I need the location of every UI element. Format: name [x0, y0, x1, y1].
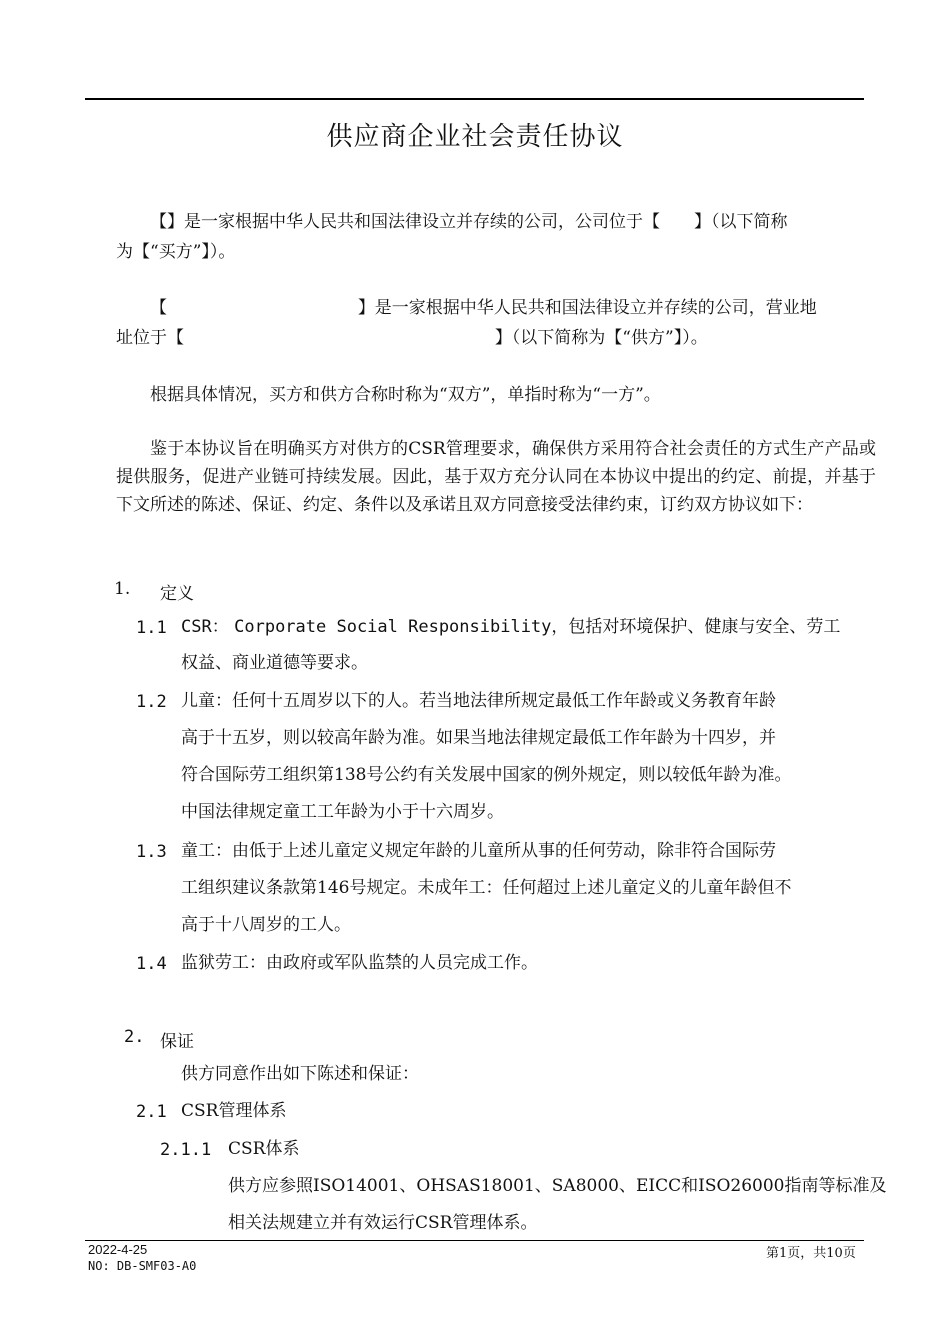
sub-2-1-1-number: 2.1.1 — [160, 1140, 212, 1160]
item-1-2-line-1: 儿童：任何十五周岁以下的人。若当地法律所规定最低工作年龄或义务教育年龄 — [181, 691, 776, 711]
item-1-1-line — [181, 609, 871, 645]
item-1-3-line-2: 工组织建议条款第146号规定。未成年工：任何超过上述儿童定义的儿童年龄但不 — [181, 878, 792, 898]
buyer-line-2: 为【“买方”】）。 — [116, 242, 236, 262]
item-1-2-number: 1.2 — [136, 692, 167, 712]
buyer-line-1: 【】是一家根据中华人民共和国法律设立并存续的公司，公司位于【 】（以下简称 — [150, 212, 788, 232]
item-1-2-line-2: 高于十五岁，则以较高年龄为准。如果当地法律规定最低工作年龄为十四岁，并 — [181, 728, 776, 748]
supplier-address-label: 址位于【 — [116, 328, 184, 348]
buyer-paragraph-cont — [116, 237, 876, 267]
item-1-1-label: CSR： — [181, 617, 229, 637]
item-1-2-line-4: 中国法律规定童工工年龄为小于十六周岁。 — [181, 802, 504, 822]
supplier-bracket-open: 【 — [150, 298, 167, 318]
item-1-1-number: 1.1 — [136, 618, 167, 638]
parties-paragraph: 根据具体情况，买方和供方合称时称为“双方”，单指时称为“一方”。 — [150, 385, 661, 405]
sub-2-1-1-line-2: 相关法规建立并有效运行CSR管理体系。 — [228, 1213, 538, 1233]
item-1-3-number: 1.3 — [136, 842, 167, 862]
section-2-number: 2. — [124, 1027, 145, 1047]
item-1-4-line-1: 监狱劳工：由政府或军队监禁的人员完成工作。 — [181, 953, 538, 973]
section-2-intro: 供方同意作出如下陈述和保证： — [181, 1064, 419, 1084]
supplier-paragraph — [150, 293, 876, 323]
item-1-2-line-3: 符合国际劳工组织第138号公约有关发展中国家的例外规定，则以较低年龄为准。 — [181, 765, 792, 785]
item-1-3-line-1: 童工：由低于上述儿童定义规定年龄的儿童所从事的任何劳动，除非符合国际劳 — [181, 841, 776, 861]
section-1-number: 1. — [114, 579, 131, 599]
section-2-title: 保证 — [160, 1032, 194, 1052]
supplier-paragraph-cont — [116, 323, 876, 353]
sub-2-1-title: CSR管理体系 — [181, 1101, 287, 1121]
document-title: 供应商企业社会责任协议 — [326, 122, 624, 152]
item-1-3-line-3: 高于十八周岁的工人。 — [181, 915, 351, 935]
footer-date: 2022-4-25 — [88, 1242, 148, 1257]
item-1-4-number: 1.4 — [136, 954, 167, 974]
footer-doc-number: NO: DB-SMF03-A0 — [88, 1259, 197, 1273]
buyer-paragraph — [116, 207, 876, 237]
item-1-1-term: Corporate Social Responsibility — [234, 617, 552, 637]
footer-rule — [85, 1240, 864, 1241]
header-rule — [85, 98, 864, 100]
item-1-1-rest: ，包括对环境保护、健康与安全、劳工 — [551, 617, 841, 637]
item-1-1-cont: 权益、商业道德等要求。 — [181, 653, 368, 673]
sub-2-1-1-line-1: 供方应参照ISO14001、OHSAS18001、SA8000、EICC和ISO26000指南等标准及 — [228, 1176, 887, 1196]
sub-2-1-1-title: CSR体系 — [228, 1139, 300, 1159]
footer-page-number: 第1页，共10页 — [766, 1246, 856, 1261]
supplier-line-1: 】是一家根据中华人民共和国法律设立并存续的公司，营业地 — [357, 298, 817, 318]
sub-2-1-number: 2.1 — [136, 1102, 167, 1122]
whereas-paragraph: 鉴于本协议旨在明确买方对供方的CSR管理要求，确保供方采用符合社会责任的方式生产产品或提供服务，促进产业链可持续发展。因此，基于双方充分认同在本协议中提出的约定、前提，并基于下文所述的陈述、保证、约定、条件以及承诺且双方同意接受法律约束，订约双方协议如下： — [116, 439, 876, 515]
supplier-line-2: 】（以下简称为【“供方”】）。 — [494, 328, 708, 348]
section-1-title: 定义 — [160, 584, 194, 604]
